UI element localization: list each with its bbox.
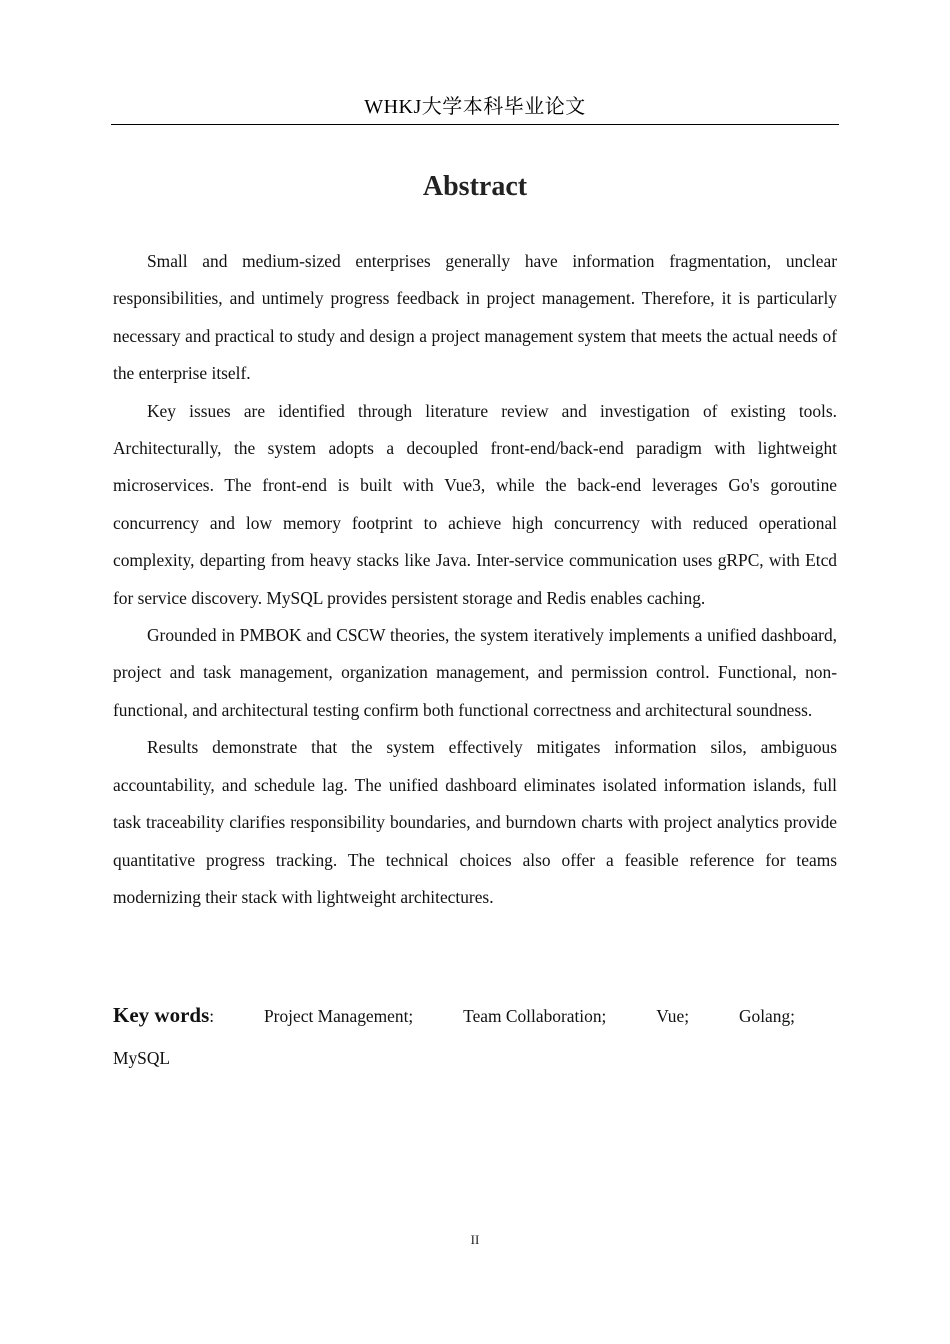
header-rule [111,124,839,125]
keywords-line [113,997,795,1034]
abstract-title: Abstract [422,171,528,202]
running-header: WHKJ大学本科毕业论文 [364,96,586,118]
abstract-paragraph: Key issues are identified through literature review and investigation of existing tools. Architecturally, the system adopts a decoupled front-end/back-end paradigm with lightweight microservices. The front-end is built with Vue3, while the back-end leverages Go's goroutine concurrency and low memory footprint to achieve high concurrency with reduced operational complexity, departing from heavy stacks like Java. Inter-service communication uses gRPC, with Etcd for service discovery. MySQL provides persistent storage and Redis enables caching. [113,400,837,608]
keyword-item: Golang; [738,1006,795,1026]
keywords-label-group [113,997,214,1034]
page-number: II [470,1232,480,1247]
keywords-section [113,997,837,1076]
keyword-item: Vue; [656,1006,690,1026]
abstract-body [113,243,837,916]
keyword-item: Team Collaboration; [463,1006,607,1026]
abstract-paragraph: Small and medium-sized enterprises generally have information fragmentation, unclear responsibilities, and untimely progress feedback in project management. Therefore, it is particularly necessary and practical to study and design a project management system that meets the actual needs of the enterprise itself. [113,251,837,384]
keyword-item: Project Management; [264,1006,414,1026]
keywords-label: Key words [113,1003,210,1027]
abstract-paragraph: Results demonstrate that the system effectively mitigates information silos, ambiguous accountability, and schedule lag. The unified dashboard eliminates isolated information islands, full task traceability clarifies responsibility boundaries, and burndown charts with project analytics provide quantitative progress tracking. The technical choices also offer a feasible reference for teams modernizing their stack with lightweight architectures. [113,737,837,907]
keyword-item: MySQL [113,1048,171,1068]
abstract-paragraph: Grounded in PMBOK and CSCW theories, the system iteratively implements a unified dashboard, project and task management, organization management, and permission control. Functional, non-functional, and architectural testing confirm both functional correctness and architectural soundness. [113,625,837,720]
keywords-separator: : [209,1006,215,1026]
